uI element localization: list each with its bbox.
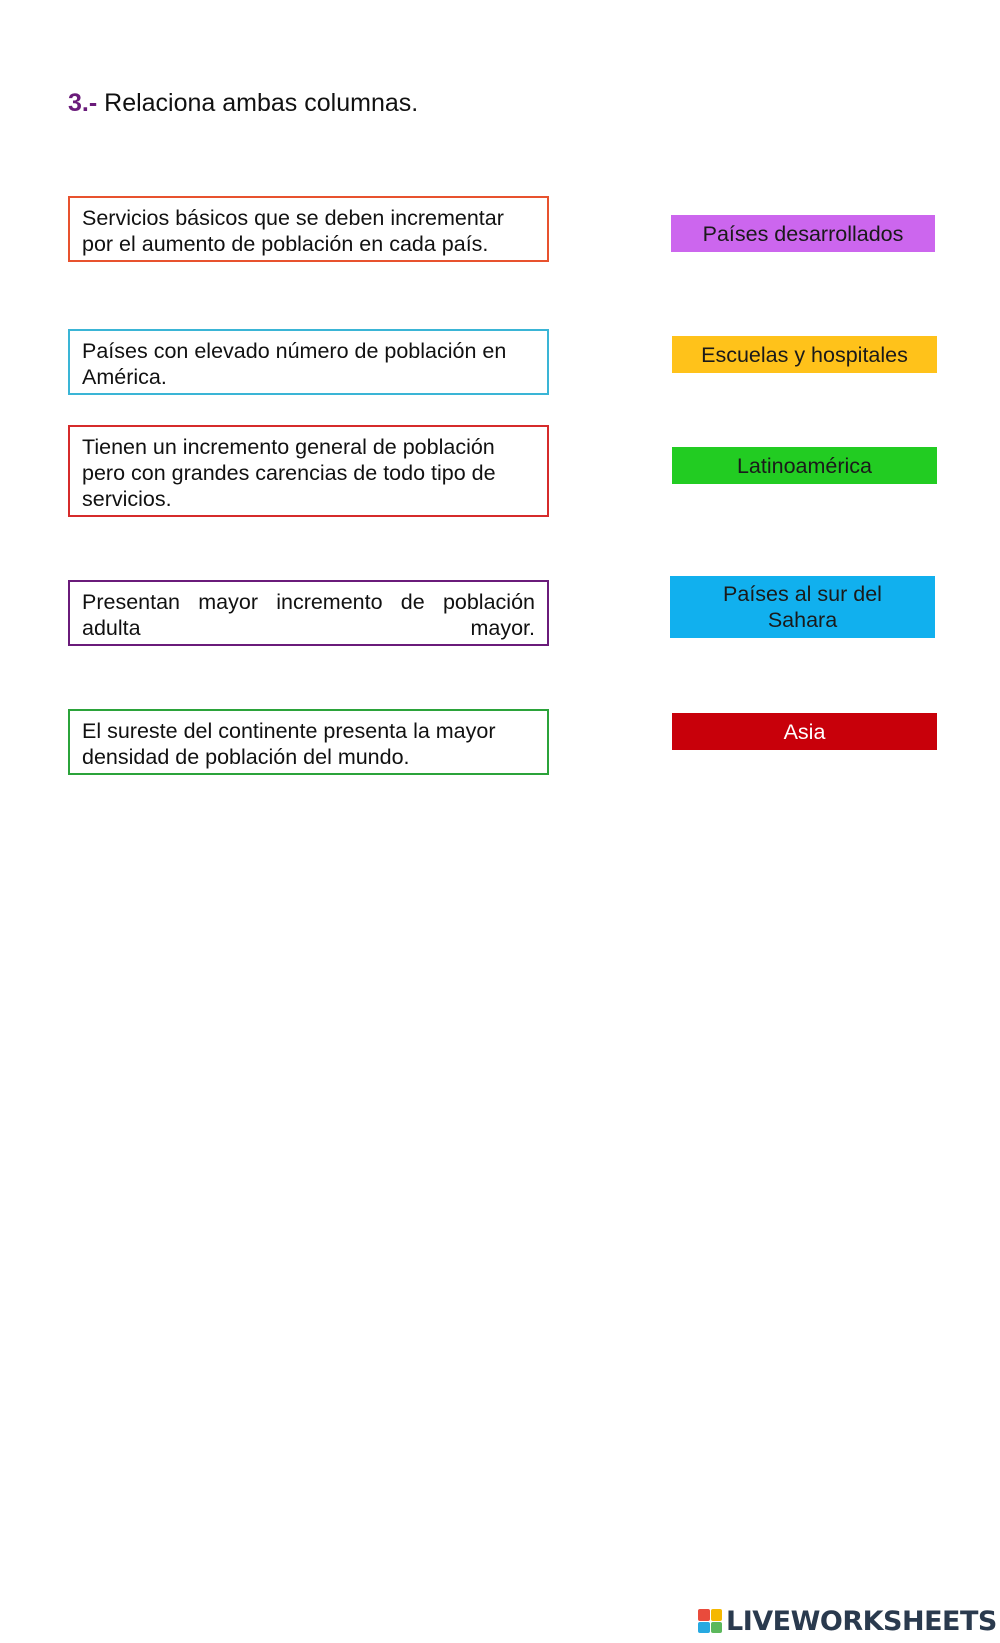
right-item-text: Asia	[783, 719, 826, 744]
left-item-2[interactable]	[68, 329, 549, 395]
left-item-1[interactable]	[68, 196, 549, 262]
question-number: 3.-	[68, 89, 98, 117]
right-item-5[interactable]	[672, 713, 937, 750]
right-item-3[interactable]	[672, 447, 937, 484]
left-item-text: Servicios básicos que se deben incrementar por el aumento de población en cada país.	[82, 206, 504, 256]
left-item-4[interactable]	[68, 580, 549, 646]
right-item-text: Escuelas y hospitales	[701, 342, 908, 367]
instruction-text: Relaciona ambas columnas.	[104, 89, 419, 117]
right-item-text: Países desarrollados	[702, 221, 904, 246]
right-item-4[interactable]	[670, 576, 935, 638]
right-item-2[interactable]	[672, 336, 937, 373]
left-item-text: Tienen un incremento general de población pero con grandes carencias de todo tipo de servicios.	[82, 435, 496, 511]
right-item-text: Países al sur del Sahara	[723, 582, 882, 632]
instruction-heading	[68, 88, 418, 118]
right-item-1[interactable]	[671, 215, 935, 252]
left-item-text: Presentan mayor incremento de población adulta mayor.	[82, 590, 535, 640]
right-item-text: Latinoamérica	[736, 453, 873, 478]
left-item-text: El sureste del continente presenta la mayor densidad de población del mundo.	[82, 719, 496, 769]
left-item-text: Países con elevado número de población en América.	[82, 339, 507, 389]
left-item-3[interactable]	[68, 425, 549, 517]
left-item-5[interactable]	[68, 709, 549, 775]
logo-blocks-icon	[698, 1609, 722, 1633]
logo-text: LIVEWORKSHEETS	[726, 1605, 997, 1637]
liveworksheets-logo	[698, 1606, 997, 1636]
